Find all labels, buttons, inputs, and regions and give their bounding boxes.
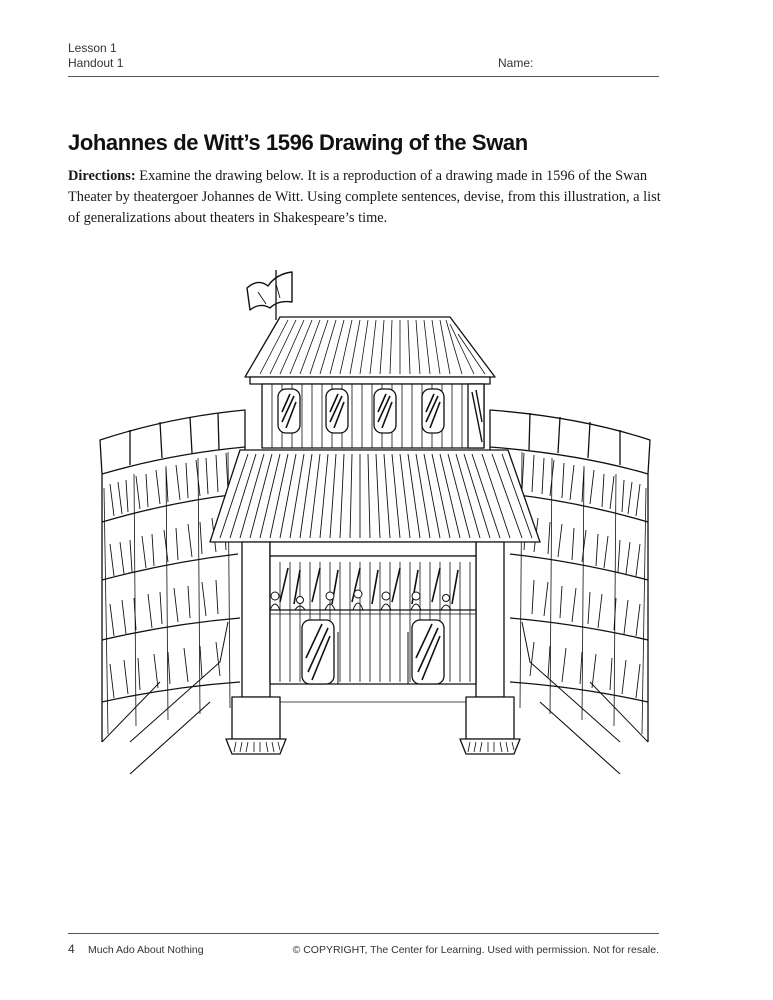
header-divider	[68, 76, 659, 77]
book-title: Much Ado About Nothing	[88, 944, 204, 956]
copyright-notice: © COPYRIGHT, The Center for Learning. Used with permission. Not for resale.	[292, 944, 659, 956]
stage-roof	[210, 450, 540, 542]
stage-pedestals	[226, 697, 520, 754]
header-lesson-block	[68, 41, 123, 71]
directions-label: Directions:	[68, 168, 136, 184]
flag-icon	[247, 270, 292, 320]
left-gallery	[100, 410, 245, 742]
directions-text: Examine the drawing below. It is a reproduction of a drawing made in 1596 of the Swan Theater by theatergoer Johannes de Witt. Using complete sentences, devise, from this illustration, a list of generalizations about theaters in Shakespeare’s time.	[68, 168, 661, 226]
upper-hut	[262, 384, 484, 448]
upper-roof	[245, 317, 495, 384]
stage-front	[242, 542, 504, 697]
directions-paragraph	[68, 166, 664, 229]
lesson-label: Lesson 1	[68, 41, 117, 55]
right-gallery	[490, 410, 650, 742]
page-title: Johannes de Witt’s 1596 Drawing of the Swan	[68, 130, 528, 155]
footer-divider	[68, 933, 659, 934]
page-number: 4	[68, 942, 75, 956]
handout-label: Handout 1	[68, 56, 124, 70]
name-label: Name:	[498, 56, 534, 70]
swan-theater-drawing	[90, 262, 660, 782]
